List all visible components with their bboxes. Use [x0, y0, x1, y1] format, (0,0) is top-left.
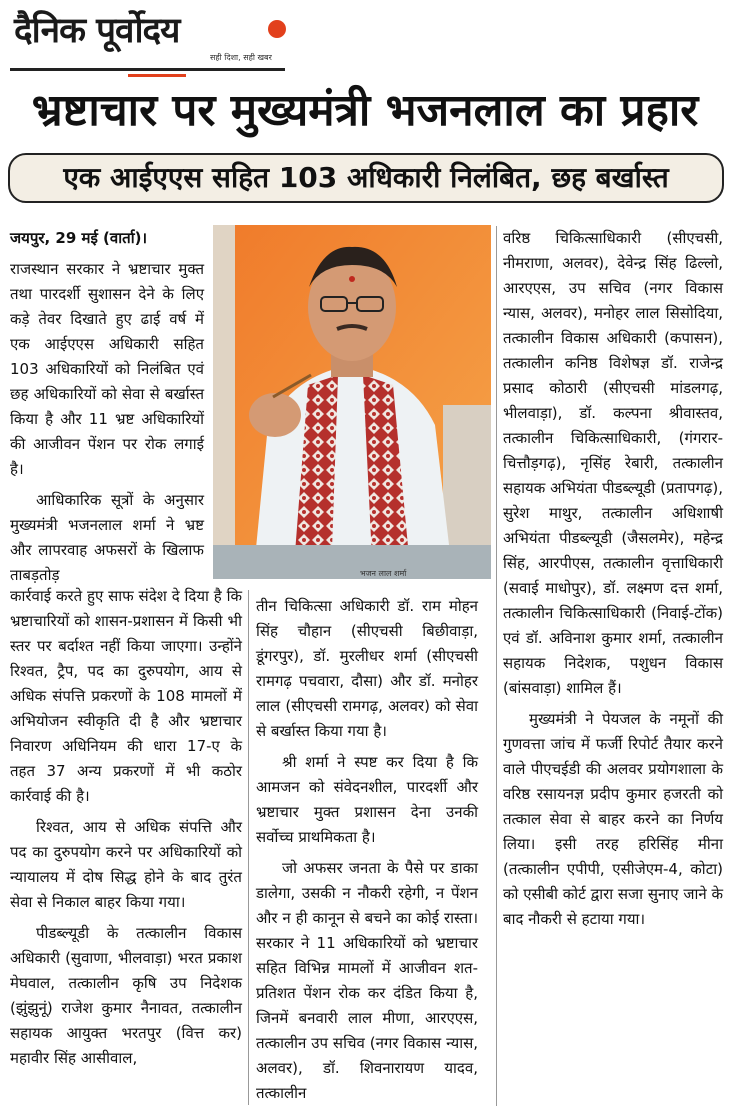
dateline: जयपुर, 29 मई (वार्ता)। [10, 229, 148, 247]
article-paragraph: मुख्यमंत्री ने पेयजल के नमूनों की गुणवत्ता जांच में फर्जी रिपोर्ट तैयार करने वाले पीएचईडी की अलवर प्रयोगशाला के वरिष्ठ रसायनज्ञ प्रदीप कुमार हजरती को तत्काल सेवा से बाहर करने का निर्णय लिया। इसी तरह हरिसिंह मीना (तत्कालीन एपीपी, एसीजेएम-4, कोटा) को एसीबी कोर्ट द्वारा सजा सुनाए जाने के बाद नौकरी से हटाया गया। [503, 710, 723, 928]
article-paragraph: पीडब्ल्यूडी के तत्कालीन विकास अधिकारी (सुवाणा, भीलवाड़ा) भरत प्रकाश मेघवाल, तत्कालीन कृषि उप निदेशक (झुंझुनूं) राजेश कुमार नैनावत, तत्कालीन सहायक आयुक्त भरतपुर (वित्त कर) महावीर सिंह आसीवाल, [10, 924, 242, 1067]
article-column-2 [256, 594, 478, 1112]
masthead-rule [10, 68, 285, 71]
article-paragraph: जो अफसर जनता के पैसे पर डाका डालेगा, उसकी न नौकरी रहेगी, न पेंशन और न ही कानून से बचने का कोई रास्ता। सरकार ने 11 अधिकारियों को भ्रष्टाचार सहित विभिन्न मामलों में आजीवन शत-प्रतिशत पेंशन रोक कर दंडित किया है, जिनमें बनवारी लाल मीणा, आरएएस, तत्कालीन उप सचिव (नगर विकास न्यास, अलवर), डॉ. शिवनारायण यादव, तत्कालीन [256, 859, 478, 1102]
masthead-accent-strip [128, 74, 186, 77]
masthead-logo-dot-icon [268, 20, 286, 38]
chief-minister-photo [213, 225, 491, 579]
masthead-tagline: सही दिशा, सही खबर [210, 53, 272, 62]
masthead-title: दैनिक पूर्वोदय [14, 11, 180, 51]
headline: भ्रष्टाचार पर मुख्यमंत्री भजनलाल का प्रहार [31, 85, 699, 136]
article-paragraph: वरिष्ठ चिकित्साधिकारी (सीएचसी, नीमराणा, अलवर), देवेन्द्र सिंह ढिल्लो, आरएएस, उप सचिव (नगर विकास न्यास, अलवर), मनोहर लाल सिसोदिया, तत्कालीन विकास अधिकारी (कपासन), तत्कालीन कनिष्ठ विशेषज्ञ डॉ. राजेन्द्र प्रसाद कोठारी (सीएचसी मांडलगढ़, भीलवाड़ा), डॉ. कल्पना श्रीवास्तव, तत्कालीन चिकित्साधिकारी, (गंगरार-चित्तौड़गढ़), नृसिंह रेबारी, तत्कालीन सहायक अभियंता पीडब्ल्यूडी (प्रतापगढ़), सुरेश माथुर, तत्कालीन अधिशाषी अभियंता पीडब्ल्यूडी (जैसलमेर), महेन्द्र सिंह, आरपीएस, तत्कालीन वृत्ताधिकारी (सवाई माधोपुर), डॉ. लक्ष्मण दत्त शर्मा, तत्कालीन चिकित्साधिकारी (निवाई-टोंक) एवं डॉ. अविनाश कुमार शर्मा, तत्कालीन सहायक निदेशक, पशुधन विकास (बांसवाड़ा) शामिल हैं। [503, 229, 723, 697]
masthead [10, 6, 285, 72]
article-paragraph: राजस्थान सरकार ने भ्रष्टाचार मुक्त तथा पारदर्शी सुशासन देने के लिए कड़े तेवर दिखाते हुए ढाई वर्ष में एक आईएएस अधिकारी सहित 103 अधिकारियों को निलंबित एवं छह अधिकारियों को सेवा से बर्खास्त किया है और 11 भ्रष्ट अधिकारियों की आजीवन पेंशन पर रोक लगाई है। [10, 260, 204, 478]
article-paragraph: श्री शर्मा ने स्पष्ट कर दिया है कि आमजन को संवेदनशील, पारदर्शी और भ्रष्टाचार मुक्त प्रशासन देना उनकी सर्वोच्च प्राथमिकता है। [256, 753, 478, 846]
column-divider [496, 226, 497, 1106]
article-paragraph: कार्रवाई करते हुए साफ संदेश दे दिया है कि भ्रष्टाचारियों को शासन-प्रशासन में किसी भी स्तर पर बर्दाश्त नहीं किया जाएगा। उन्होंने रिश्वत, ट्रैप, पद का दुरुपयोग, आय से अधिक संपत्ति प्रकरणों के 108 मामलों में अभियोजन स्वीकृति दी है और भ्रष्टाचार निवारण अधिनियम की धारा 17-ए के तहत 37 अन्य प्रकरणों में भी कठोर कार्रवाई की है। [10, 587, 242, 805]
column-divider [248, 590, 249, 1105]
photo-caption: भजन लाल शर्मा [360, 569, 407, 578]
article-paragraph: तीन चिकित्सा अधिकारी डॉ. राम मोहन सिंह चौहान (सीएचसी बिछीवाड़ा, डूंगरपुर), डॉ. मुरलीधर शर्मा (सीएचसी रामगढ़ पचवारा, दौसा) और डॉ. मनोहर लाल (सीएचसी रामगढ़, अलवर) को सेवा से बर्खास्त किया गया है। [256, 597, 478, 740]
subheadline: एक आईएएस सहित 103 अधिकारी निलंबित, छह बर्खास्त [8, 153, 724, 203]
article-paragraph: आधिकारिक सूत्रों के अनुसार मुख्यमंत्री भजनलाल शर्मा ने भ्रष्ट और लापरवाह अफसरों के खिलाफ ताबड़तोड़ [10, 491, 204, 584]
article-paragraph: रिश्वत, आय से अधिक संपत्ति और पद का दुरुपयोग करने पर अधिकारियों को न्यायालय में दोष सिद्ध होने के बाद तुरंत सेवा से निकाल बाहर किया गया। [10, 818, 242, 911]
article-column-1 [10, 226, 204, 594]
article-column-1-continued [10, 584, 242, 1077]
article-column-3 [503, 226, 723, 938]
chief-minister-photo-icon [213, 225, 491, 579]
